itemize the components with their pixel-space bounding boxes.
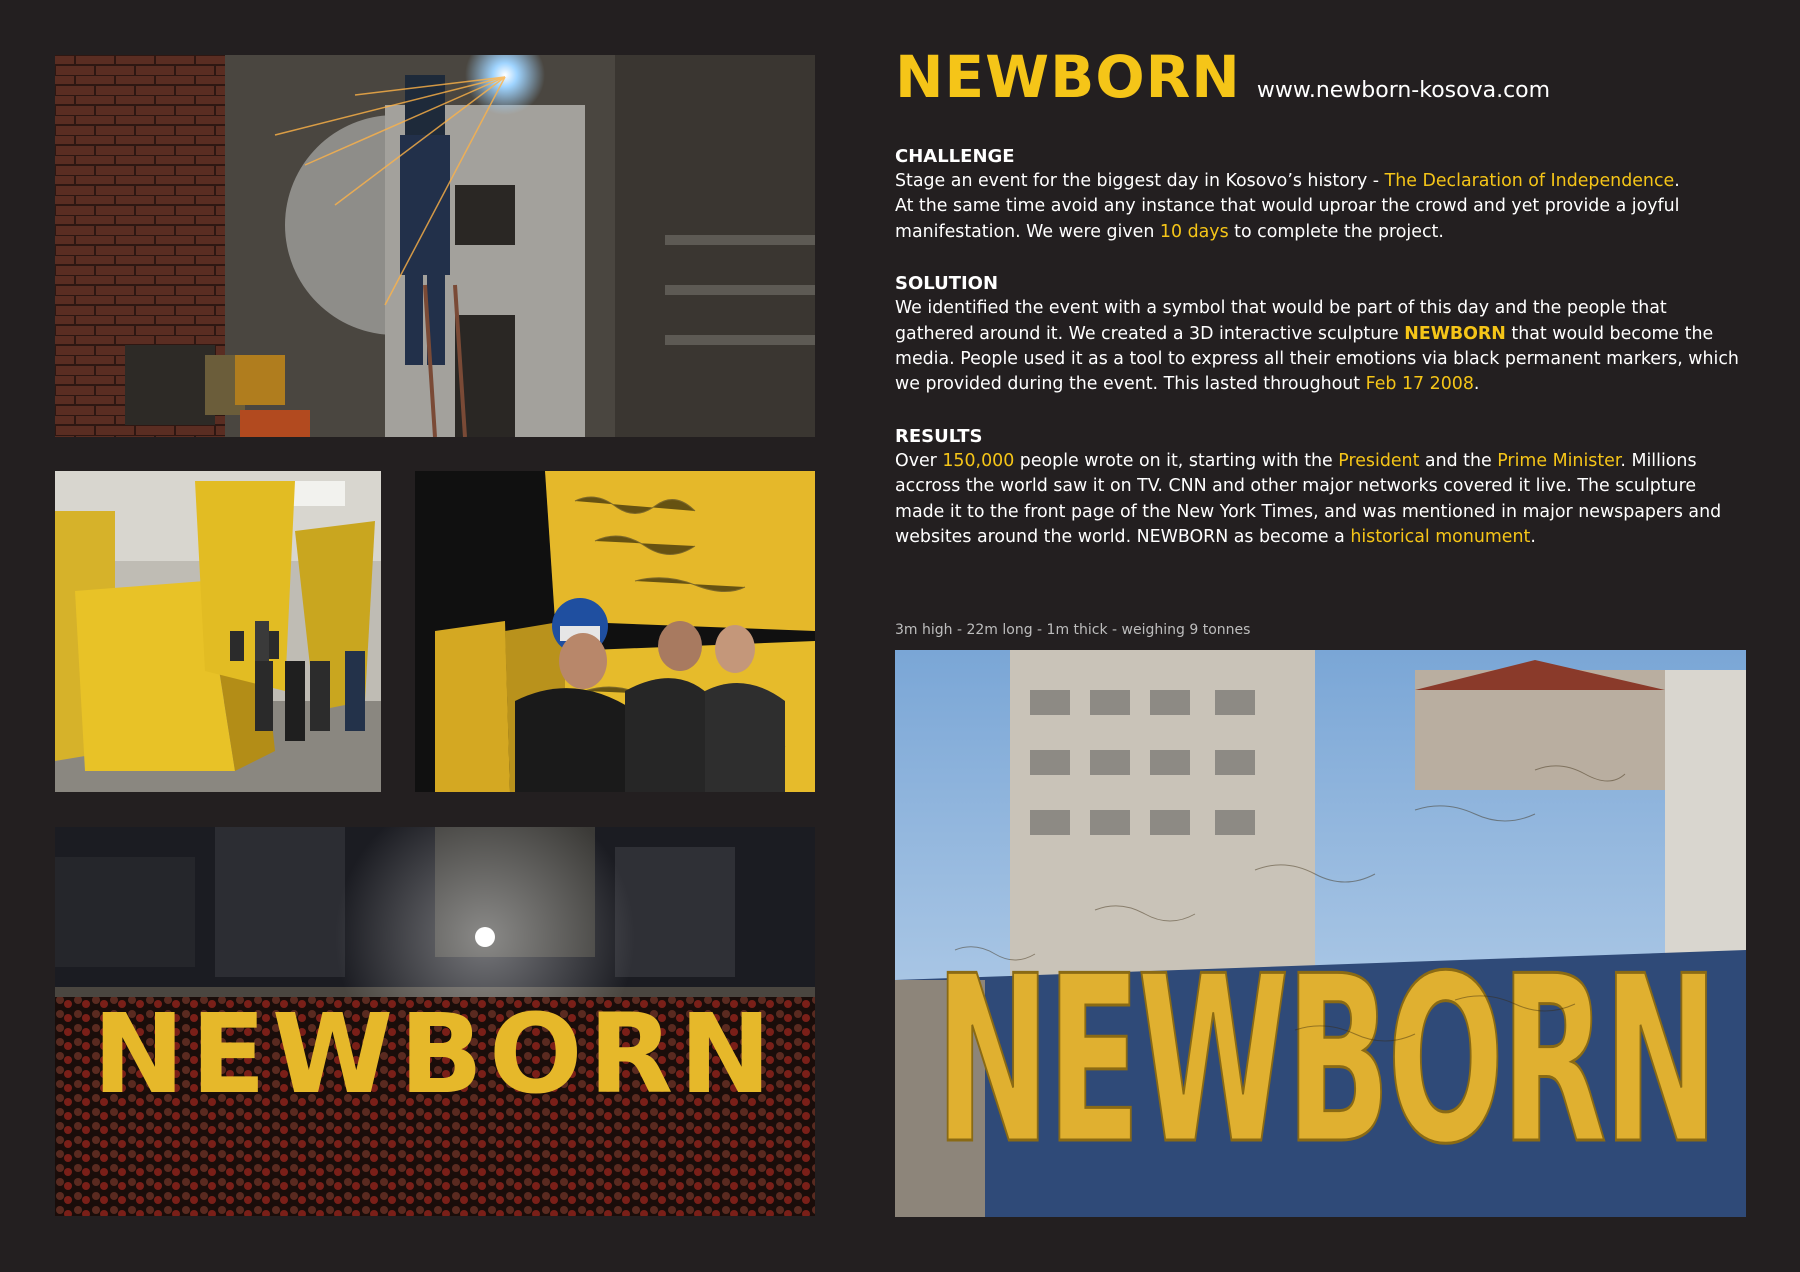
challenge-text: to complete the project.: [1228, 221, 1444, 242]
results-heading: RESULTS: [895, 425, 983, 447]
challenge-highlight-days: 10 days: [1159, 221, 1229, 242]
challenge-text: At the same time avoid any instance that would uproar the crowd and yet provide a joyful manifestation. We were given: [895, 196, 1680, 242]
results-highlight-president: President: [1338, 450, 1420, 471]
header: [895, 43, 1745, 111]
page-title: NEWBORN: [895, 43, 1241, 111]
crowd-sculpture-letters: NEWBORN: [92, 990, 778, 1118]
results-text: Over: [895, 450, 943, 471]
photo-crowd-night: [55, 827, 815, 1216]
photo-welding-workshop: [55, 55, 815, 437]
solution-highlight-date: Feb 17 2008: [1365, 374, 1474, 395]
results-highlight-prime-minister: Prime Minister: [1497, 450, 1621, 471]
challenge-highlight-declaration: The Declaration of Independence: [1384, 171, 1675, 191]
challenge-body: [895, 169, 1745, 245]
solution-heading: SOLUTION: [895, 273, 999, 295]
sculpture-letters: NEWBORN: [935, 928, 1715, 1195]
challenge-heading: CHALLENGE: [895, 146, 1015, 167]
website-url: www.newborn-kosova.com: [1256, 78, 1551, 103]
solution-text: that would become the media. People used it as a tool to express all their emotions via black permanent markers, which we provided during the event. This lasted throughout: [895, 323, 1739, 395]
solution-section: [895, 271, 1745, 398]
results-section: [895, 424, 1745, 551]
results-body: [895, 449, 1745, 551]
results-highlight-count: 150,000: [942, 450, 1015, 471]
solution-highlight-newborn: NEWBORN: [1404, 323, 1506, 344]
results-text: . Millions accross the world saw it on TV. CNN and other major networks covered it live. The sculpture made it to the front page of the New York Times, and was mentioned in major newspapers and websites around the world. NEWBORN as become a: [895, 450, 1722, 548]
solution-body: [895, 296, 1745, 398]
photo-people-signing: [415, 471, 815, 792]
challenge-text: .: [1674, 171, 1680, 191]
challenge-section: [895, 144, 1745, 245]
sculpture-dimensions-caption: 3m high - 22m long - 1m thick - weighing 9 tonnes: [895, 622, 1251, 638]
challenge-text: Stage an event for the biggest day in Kosovo’s history -: [895, 171, 1385, 191]
photo-newborn-sculpture: [895, 650, 1746, 1217]
photo-yellow-letters-workshop: [55, 471, 381, 792]
results-text: .: [1530, 527, 1536, 548]
results-text: people wrote on it, starting with the: [1014, 450, 1339, 471]
case-study-text: [895, 43, 1745, 576]
solution-text: .: [1473, 374, 1480, 395]
results-highlight-monument: historical monument: [1350, 527, 1531, 548]
results-text: and the: [1419, 450, 1498, 471]
solution-text: We identified the event with a symbol that would be part of this day and the people that gathered around it. We created a 3D interactive sculpture: [895, 298, 1667, 344]
